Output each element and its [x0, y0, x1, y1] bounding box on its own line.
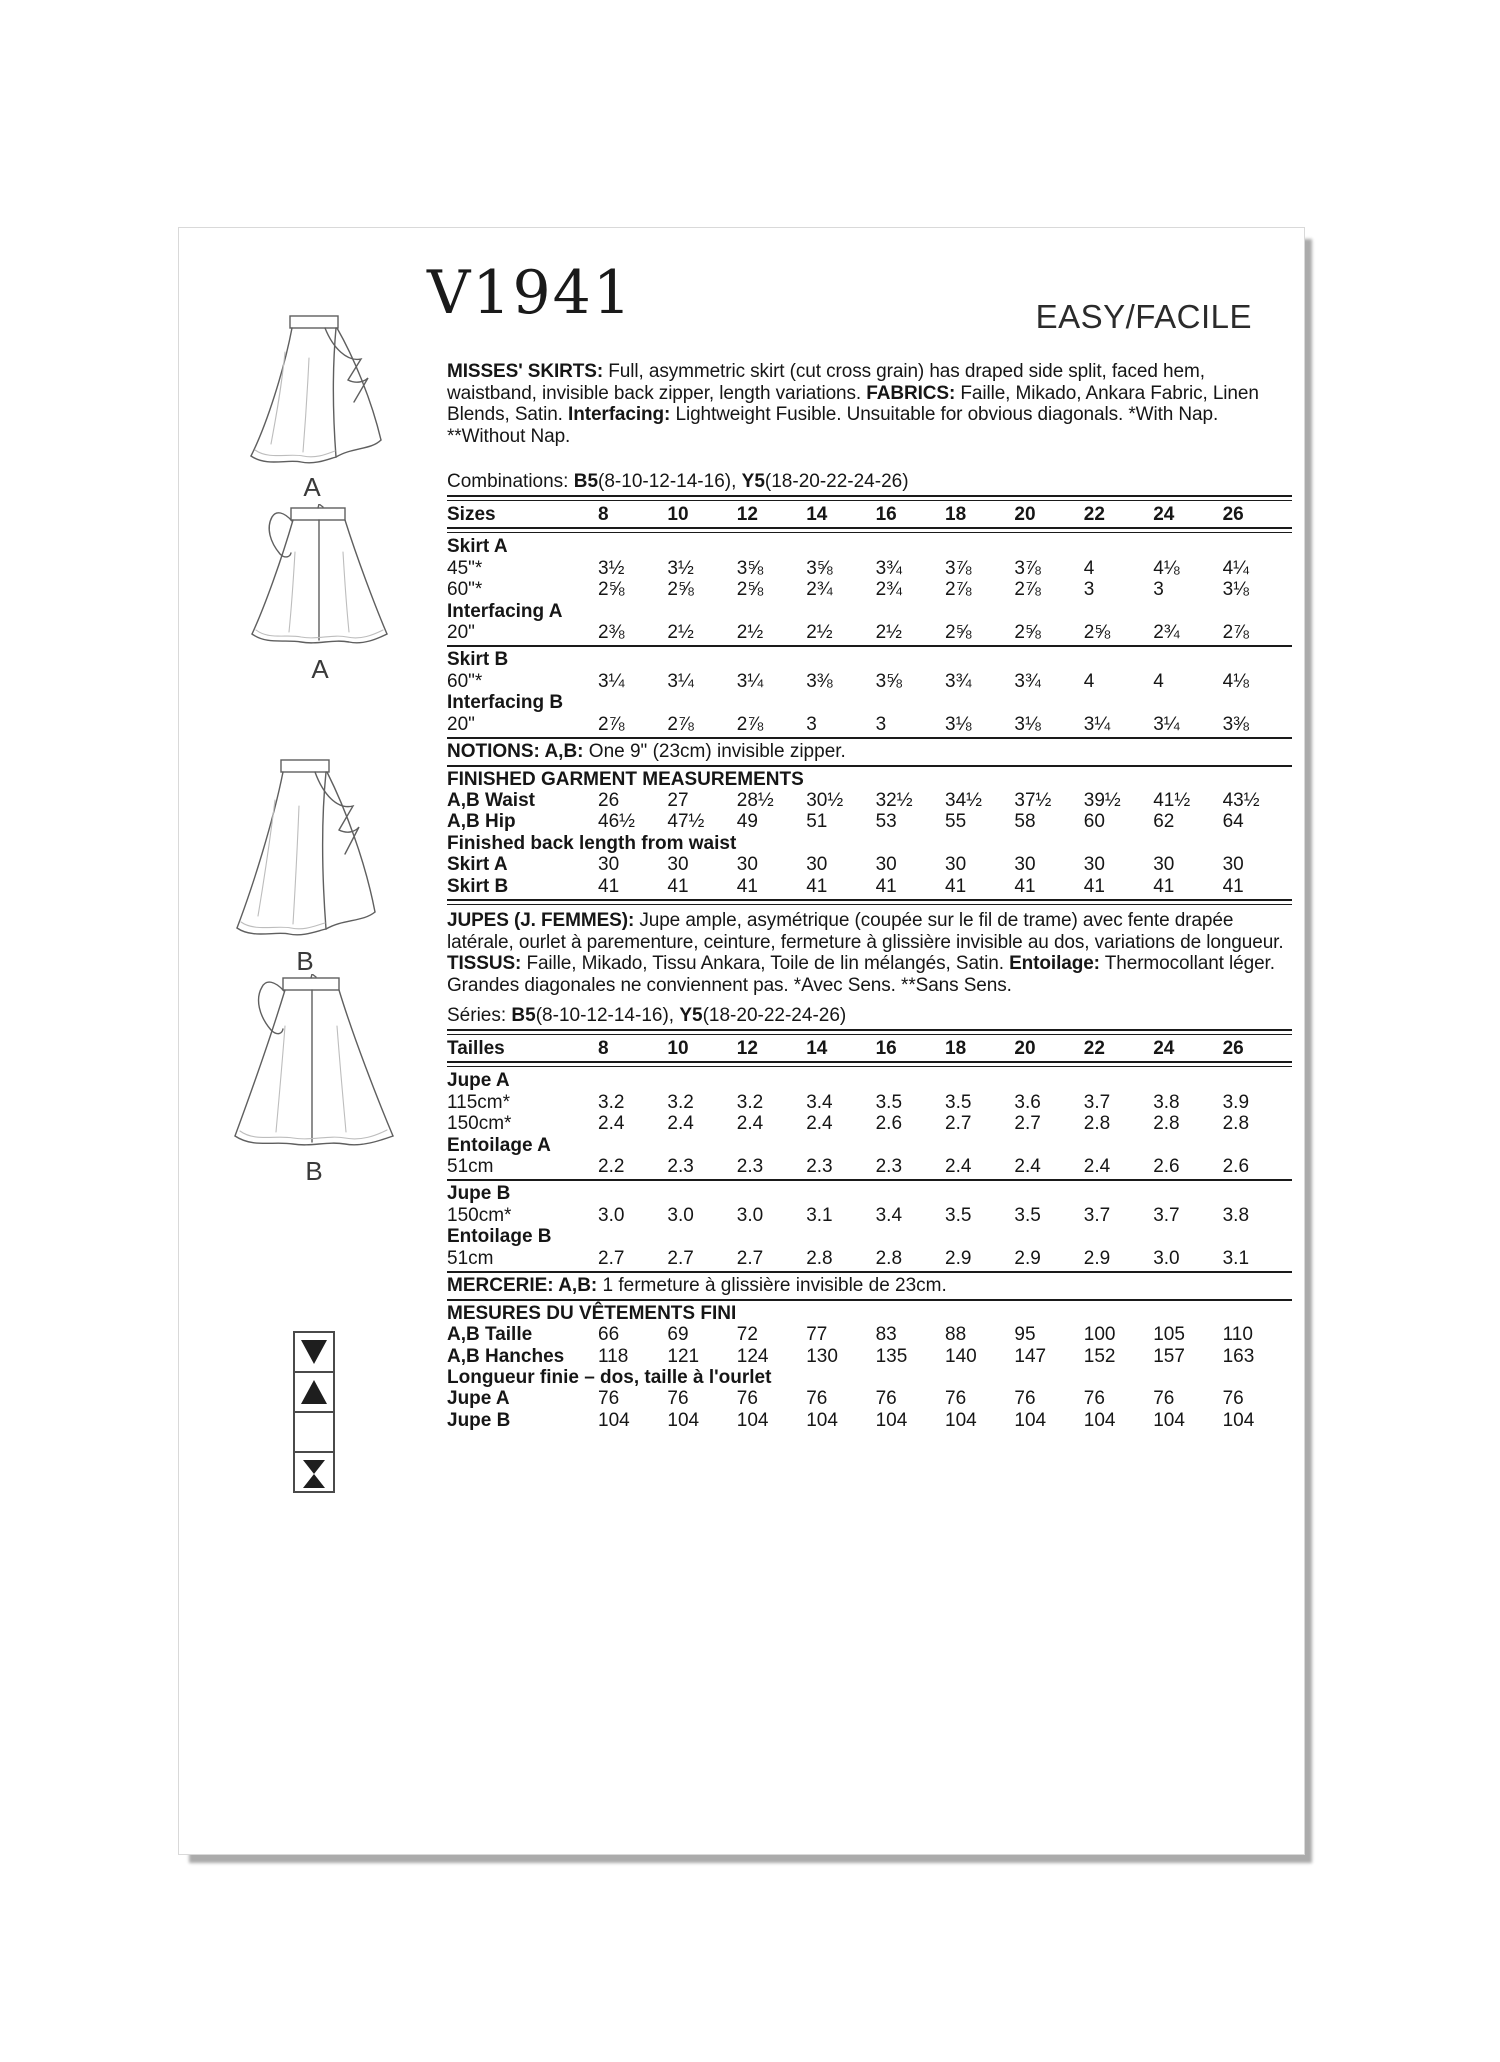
cell: 3.0	[667, 1204, 694, 1226]
cell: 76	[1222, 1388, 1244, 1410]
view-label-a-front: A	[303, 472, 321, 502]
cell: 76	[1014, 1388, 1036, 1410]
cell: 8	[598, 503, 609, 525]
cell: 2⅞	[1222, 622, 1250, 643]
row-label: Skirt B	[447, 875, 509, 897]
cell: 20	[1014, 503, 1036, 525]
difficulty-label: EASY/FACILE	[1035, 298, 1252, 335]
cell: 30	[806, 854, 828, 876]
cell: 2⅜	[598, 622, 625, 643]
cell: 3.0	[1153, 1247, 1180, 1269]
table-row	[447, 833, 1292, 854]
table-row	[447, 714, 1292, 735]
cell: 2⅞	[736, 713, 764, 735]
table-row	[447, 854, 1292, 875]
cell: 3¼	[736, 670, 764, 692]
row-label: 51cm	[447, 1247, 494, 1269]
row-label: 60"*	[447, 670, 483, 692]
table-row	[447, 876, 1292, 897]
nap-symbols	[293, 1331, 335, 1500]
cell: 47½	[667, 811, 705, 833]
cell: 41	[806, 875, 828, 897]
cell: 2.7	[598, 1247, 625, 1269]
cell: 2.4	[667, 1113, 694, 1135]
cell: 2⅝	[598, 579, 625, 601]
table-row	[447, 1388, 1292, 1409]
cell: 2⅝	[1083, 622, 1111, 643]
cell: 3⅞	[945, 557, 972, 579]
cell: 104	[667, 1409, 700, 1431]
cell: 14	[806, 503, 828, 525]
cell: 3	[1083, 579, 1095, 601]
yardage-table-metric	[447, 1038, 1292, 1269]
cell: 30	[1014, 854, 1036, 876]
skirt-a-back-illustration	[239, 504, 401, 685]
cell: 8	[598, 1038, 609, 1060]
cell: 2.3	[736, 1156, 764, 1178]
row-label: Jupe A	[447, 1070, 510, 1092]
cell: 2.9	[1083, 1247, 1111, 1269]
cell: 104	[806, 1409, 838, 1431]
cell: 104	[1153, 1409, 1185, 1431]
cell: 3⅜	[806, 670, 833, 692]
table-row	[447, 536, 1292, 557]
table-row	[447, 1324, 1292, 1345]
table-row	[447, 558, 1292, 579]
skirt-a-front-illustration	[237, 312, 387, 503]
divider	[447, 495, 1292, 501]
cell: 2¾	[806, 579, 833, 601]
cell: 72	[736, 1324, 758, 1346]
cell: 34½	[945, 790, 982, 812]
row-label: Jupe B	[447, 1183, 511, 1205]
cell: 26	[598, 790, 620, 812]
notions-line: NOTIONS: A,B: One 9" (23cm) invisible zipper.	[447, 741, 846, 763]
cell: 104	[945, 1409, 977, 1431]
row-label: 51cm	[447, 1156, 494, 1178]
cell: 157	[1153, 1345, 1185, 1367]
row-label: Skirt A	[447, 536, 508, 558]
table-row	[447, 1248, 1292, 1269]
combinations-line: Combinations: B5(8-10-12-14-16), Y5(18-20-22-24-26)	[447, 471, 909, 493]
cell: 41	[736, 875, 758, 897]
table-rule	[447, 645, 1292, 647]
table-row	[447, 1410, 1292, 1431]
cell: 41	[598, 875, 620, 897]
row-label: Entoilage B	[447, 1226, 552, 1248]
cell: 121	[667, 1345, 700, 1367]
row-label: 45"*	[447, 557, 483, 579]
row-label: A,B Taille	[447, 1324, 533, 1346]
cell: 88	[945, 1324, 967, 1346]
cell: 2.4	[1083, 1156, 1111, 1178]
cell: 2¾	[1153, 622, 1180, 643]
mercerie-line: MERCERIE: A,B: 1 fermeture à glissière invisible de 23cm.	[447, 1275, 947, 1297]
row-label: Tailles	[447, 1038, 505, 1060]
cell: 4	[1083, 670, 1095, 692]
cell: 2.2	[598, 1156, 625, 1178]
table-row	[447, 579, 1292, 600]
cell: 2⅞	[667, 713, 694, 735]
cell: 53	[875, 811, 897, 833]
cell: 3	[1153, 579, 1164, 601]
cell: 26	[1222, 503, 1244, 525]
cell: 16	[875, 503, 897, 525]
cell: 28½	[736, 790, 774, 812]
cell: 2.7	[945, 1113, 972, 1135]
cell: 3.5	[945, 1091, 972, 1113]
cell: 140	[945, 1345, 977, 1367]
cell: 76	[1083, 1388, 1105, 1410]
cell: 3.1	[1222, 1247, 1250, 1269]
skirt-b-front-illustration	[225, 756, 385, 977]
cell: 2.8	[806, 1247, 833, 1269]
table-row	[447, 1205, 1292, 1226]
cell: 3.4	[806, 1091, 833, 1113]
table-row	[447, 1070, 1292, 1091]
row-label: Jupe A	[447, 1388, 510, 1410]
cell: 163	[1222, 1345, 1255, 1367]
cell: 3½	[598, 557, 625, 579]
cell: 22	[1083, 503, 1105, 525]
cell: 18	[945, 503, 967, 525]
cell: 58	[1014, 811, 1036, 833]
cell: 2⅞	[1014, 579, 1041, 601]
cell: 41	[1014, 875, 1036, 897]
description-english: MISSES' SKIRTS: Full, asymmetric skirt (cut cross grain) has draped side split, faced hem, waistband, invisible back zipper, length variations. FABRICS: Faille, Mikado, Ankara Fabric, Linen Blends, Satin. Interfacing: Lightweight Fusible. Unsuitable for obvious diagonals. *With Nap. **Without Nap.	[447, 361, 1259, 447]
divider	[447, 1029, 1292, 1035]
row-label: 20"	[447, 713, 475, 735]
cell: 3¼	[598, 670, 625, 692]
cell: 124	[736, 1345, 769, 1367]
table-header-row	[447, 504, 1292, 525]
cell: 2.8	[1222, 1113, 1250, 1135]
table-rule	[447, 527, 1292, 533]
cell: 30	[875, 854, 897, 876]
cell: 104	[1014, 1409, 1047, 1431]
cell: 4	[1083, 557, 1095, 579]
cell: 69	[667, 1324, 689, 1346]
row-label: Skirt A	[447, 854, 508, 876]
cell: 2.3	[806, 1156, 833, 1178]
cell: 3.7	[1153, 1204, 1180, 1226]
cell: 3¼	[1083, 713, 1111, 735]
cell: 2½	[875, 622, 903, 643]
cell: 2.4	[806, 1113, 833, 1135]
table-row	[447, 1113, 1292, 1134]
cell: 2.7	[736, 1247, 764, 1269]
cell: 2½	[736, 622, 764, 643]
cell: 2½	[806, 622, 833, 643]
divider	[447, 737, 1292, 739]
cell: 3.8	[1222, 1204, 1250, 1226]
cell: 2.4	[736, 1113, 764, 1135]
cell: 2⅝	[1014, 622, 1041, 643]
mesures-finies-table	[447, 1303, 1292, 1431]
cell: 2.6	[1222, 1156, 1250, 1178]
cell: 3¼	[667, 670, 694, 692]
cell: 76	[875, 1388, 897, 1410]
cell: 64	[1222, 811, 1244, 833]
divider	[447, 899, 1292, 905]
divider	[447, 1271, 1292, 1273]
cell: 3.2	[667, 1091, 694, 1113]
cell: 76	[806, 1388, 828, 1410]
pattern-number: V1941	[427, 258, 634, 328]
cell: 2⅝	[945, 622, 972, 643]
cell: 3.2	[598, 1091, 625, 1113]
cell: 95	[1014, 1324, 1036, 1346]
row-label: Interfacing A	[447, 600, 563, 622]
cell: 32½	[875, 790, 913, 812]
cell: 118	[598, 1345, 629, 1367]
cell: 104	[736, 1409, 769, 1431]
cell: 2.6	[875, 1113, 903, 1135]
cell: 3⅛	[1222, 579, 1250, 601]
cell: 66	[598, 1324, 620, 1346]
cell: 22	[1083, 1038, 1105, 1060]
cell: 18	[945, 1038, 967, 1060]
row-label: Skirt B	[447, 649, 509, 671]
row-label: A,B Hip	[447, 811, 516, 833]
cell: 135	[875, 1345, 908, 1367]
finished-measurements-table	[447, 769, 1292, 897]
cell: 152	[1083, 1345, 1116, 1367]
cell: 16	[875, 1038, 897, 1060]
series-line: Séries: B5(8-10-12-14-16), Y5(18-20-22-24-26)	[447, 1005, 847, 1027]
cell: 41	[1083, 875, 1105, 897]
cell: 55	[945, 811, 967, 833]
cell: 39½	[1083, 790, 1121, 812]
row-label: 115cm*	[447, 1091, 511, 1113]
divider	[447, 765, 1292, 767]
row-label: 20"	[447, 622, 475, 643]
cell: 2.9	[945, 1247, 972, 1269]
cell: 3⅜	[1222, 713, 1250, 735]
cell: 77	[806, 1324, 828, 1346]
cell: 4	[1153, 670, 1164, 692]
cell: 83	[875, 1324, 897, 1346]
table-row	[447, 622, 1292, 643]
cell: 76	[945, 1388, 967, 1410]
divider	[447, 1299, 1292, 1301]
cell: 30	[736, 854, 758, 876]
cell: 2⅞	[945, 579, 972, 601]
row-label: Jupe B	[447, 1409, 511, 1431]
cell: 3.6	[1014, 1091, 1041, 1113]
cell: 3¾	[945, 670, 972, 692]
cell: 62	[1153, 811, 1175, 833]
cell: 3.0	[736, 1204, 764, 1226]
table-row	[447, 790, 1292, 811]
cell: 30½	[806, 790, 844, 812]
table-row	[447, 649, 1292, 670]
cell: 2.8	[1083, 1113, 1111, 1135]
row-label: A,B Waist	[447, 790, 535, 812]
table-row	[447, 1135, 1292, 1156]
cell: 41	[945, 875, 967, 897]
cell: 27	[667, 790, 689, 812]
table-row	[447, 1156, 1292, 1177]
cell: 110	[1222, 1324, 1253, 1346]
table-rule	[447, 1179, 1292, 1181]
cell: 2⅞	[598, 713, 625, 735]
table-row	[447, 811, 1292, 832]
cell: 2.3	[667, 1156, 694, 1178]
table-header-row	[447, 1038, 1292, 1059]
cell: 3½	[667, 557, 694, 579]
cell: 3.5	[875, 1091, 903, 1113]
cell: 3	[806, 713, 817, 735]
cell: 41½	[1153, 790, 1191, 812]
cell: 3.7	[1083, 1204, 1111, 1226]
row-label: 150cm*	[447, 1113, 512, 1135]
cell: 2.9	[1014, 1247, 1041, 1269]
cell: 2.7	[667, 1247, 694, 1269]
cell: 2.6	[1153, 1156, 1180, 1178]
cell: 20	[1014, 1038, 1036, 1060]
cell: 24	[1153, 503, 1175, 525]
cell: 4⅛	[1153, 557, 1180, 579]
cell: 3.7	[1083, 1091, 1111, 1113]
cell: 43½	[1222, 790, 1260, 812]
cell: 104	[875, 1409, 908, 1431]
row-label: A,B Hanches	[447, 1345, 565, 1367]
cell: 3.2	[736, 1091, 764, 1113]
table-row	[447, 1303, 1292, 1324]
cell: 3.4	[875, 1204, 903, 1226]
cell: 105	[1153, 1324, 1185, 1346]
cell: 2.8	[1153, 1113, 1180, 1135]
cell: 51	[806, 811, 828, 833]
cell: 76	[1153, 1388, 1175, 1410]
cell: 2⅝	[736, 579, 764, 601]
cell: 2.4	[945, 1156, 972, 1178]
view-label-a-back: A	[311, 654, 329, 684]
cell: 4⅛	[1222, 670, 1250, 692]
cell: 2.8	[875, 1247, 903, 1269]
cell: 3¼	[1153, 713, 1180, 735]
cell: 10	[667, 503, 689, 525]
row-label: Longueur finie – dos, taille à l'ourlet	[447, 1366, 772, 1388]
table-row	[447, 1226, 1292, 1247]
cell: 41	[875, 875, 897, 897]
row-label: Interfacing B	[447, 692, 564, 714]
cell: 30	[945, 854, 967, 876]
cell: 104	[1083, 1409, 1116, 1431]
view-label-b-back: B	[305, 1156, 323, 1186]
cell: 4¼	[1222, 557, 1250, 579]
cell: 41	[1222, 875, 1244, 897]
view-label-b-front: B	[296, 946, 314, 976]
cell: 46½	[598, 811, 635, 833]
cell: 10	[667, 1038, 689, 1060]
cell: 12	[736, 1038, 758, 1060]
table-row	[447, 692, 1292, 713]
cell: 2.7	[1014, 1113, 1041, 1135]
cell: 30	[1083, 854, 1105, 876]
cell: 41	[1153, 875, 1175, 897]
cell: 3.9	[1222, 1091, 1250, 1113]
row-label: Finished back length from waist	[447, 832, 737, 854]
row-label: FINISHED GARMENT MEASUREMENTS	[447, 768, 804, 790]
cell: 3	[875, 713, 887, 735]
table-row	[447, 671, 1292, 692]
cell: 2⅝	[667, 579, 694, 601]
cell: 3⅝	[806, 557, 833, 579]
table-row	[447, 1183, 1292, 1204]
cell: 76	[598, 1388, 620, 1410]
cell: 76	[736, 1388, 758, 1410]
cell: 49	[736, 811, 758, 833]
cell: 3.1	[806, 1204, 833, 1226]
cell: 3¾	[875, 557, 903, 579]
cell: 3⅝	[736, 557, 764, 579]
table-row	[447, 1367, 1292, 1388]
cell: 12	[736, 503, 758, 525]
cell: 3¾	[1014, 670, 1041, 692]
row-label: 60"*	[447, 579, 483, 601]
cell: 14	[806, 1038, 828, 1060]
description-french: JUPES (J. FEMMES): Jupe ample, asymétrique (coupée sur le fil de trame) avec fente drapée latérale, ourlet à parementure, ceinture, fermeture à glissière invisible au dos, variations de longueur. TISSUS: Faille, Mikado, Tissu Ankara, Toile de lin mélangés, Satin. Entoilage: Thermocollant léger. Grandes diagonales ne conviennent pas. *Avec Sens. **Sans Sens.	[447, 910, 1284, 996]
table-row	[447, 769, 1292, 790]
cell: 30	[598, 854, 620, 876]
cell: 37½	[1014, 790, 1052, 812]
yardage-text-column	[447, 228, 1292, 1431]
cell: 3⅞	[1014, 557, 1041, 579]
cell: 30	[1153, 854, 1175, 876]
cell: 3.8	[1153, 1091, 1180, 1113]
cell: 26	[1222, 1038, 1244, 1060]
table-rule	[447, 1061, 1292, 1067]
cell: 2¾	[875, 579, 903, 601]
cell: 30	[1222, 854, 1244, 876]
table-row	[447, 1092, 1292, 1113]
cell: 147	[1014, 1345, 1047, 1367]
cell: 2.3	[875, 1156, 903, 1178]
table-row	[447, 1346, 1292, 1367]
cell: 76	[667, 1388, 689, 1410]
cell: 24	[1153, 1038, 1175, 1060]
cell: 2.4	[598, 1113, 625, 1135]
cell: 30	[667, 854, 689, 876]
cell: 2½	[667, 622, 694, 643]
cell: 104	[1222, 1409, 1255, 1431]
cell: 130	[806, 1345, 838, 1367]
table-row	[447, 601, 1292, 622]
yardage-table-imperial	[447, 504, 1292, 735]
row-label: Sizes	[447, 503, 496, 525]
pattern-envelope-back	[178, 227, 1305, 1855]
cell: 3⅛	[945, 713, 972, 735]
cell: 3⅝	[875, 670, 903, 692]
row-label: MESURES DU VÊTEMENTS FINI	[447, 1302, 737, 1324]
cell: 60	[1083, 811, 1105, 833]
cell: 3⅛	[1014, 713, 1041, 735]
cell: 2.4	[1014, 1156, 1041, 1178]
row-label: 150cm*	[447, 1204, 512, 1226]
cell: 41	[667, 875, 689, 897]
row-label: Entoilage A	[447, 1134, 551, 1156]
cell: 104	[598, 1409, 630, 1431]
skirt-b-back-illustration	[221, 974, 407, 1187]
cell: 3.0	[598, 1204, 625, 1226]
cell: 100	[1083, 1324, 1116, 1346]
cell: 3.5	[945, 1204, 972, 1226]
cell: 3.5	[1014, 1204, 1041, 1226]
